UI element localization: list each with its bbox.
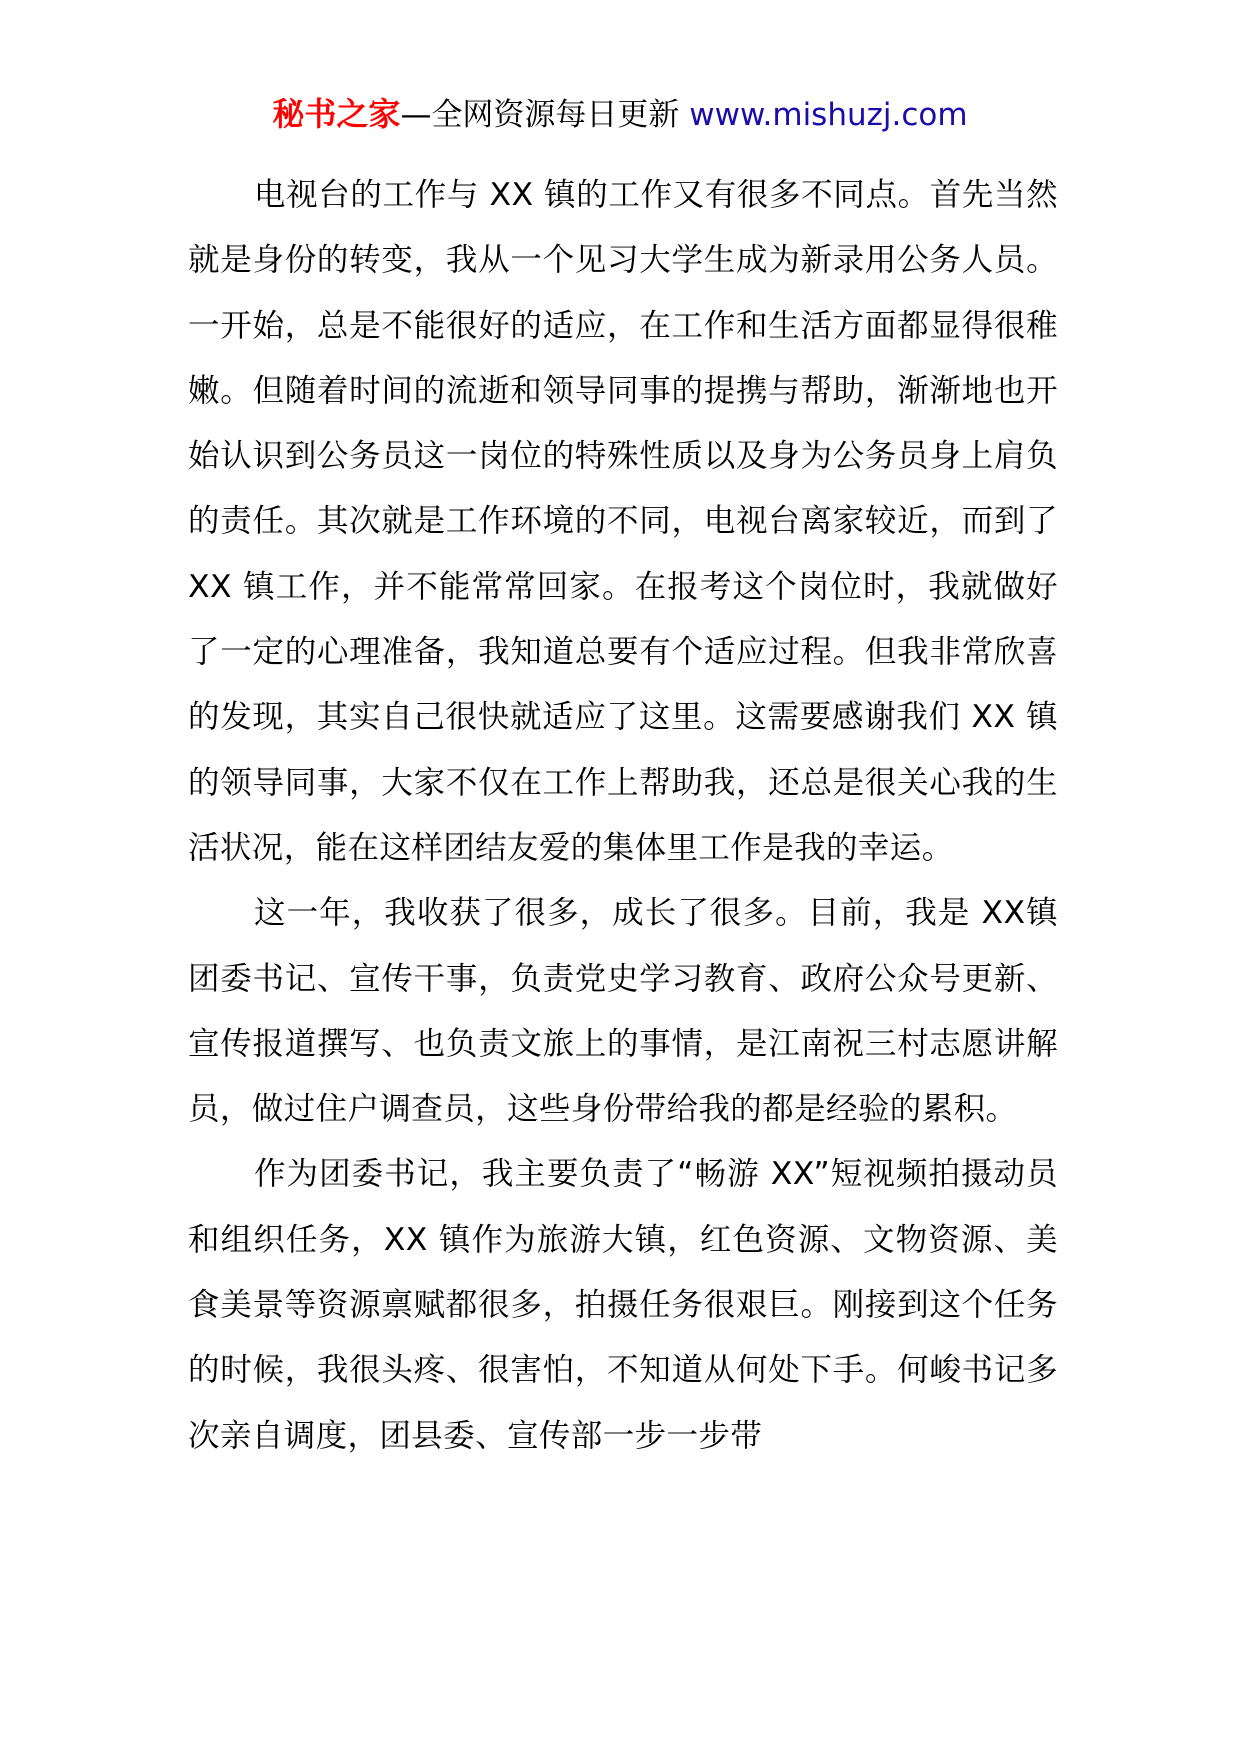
paragraph-2: 这一年，我收获了很多，成长了很多。目前，我是 XX镇团委书记、宣传干事，负责党史学习教育、政府公众号更新、宣传报道撰写、也负责文旅上的事情，是江南祝三村志愿讲解员，做过住户调查员，这些身份带给我的都是经验的累积。 xyxy=(188,895,1058,1128)
document-body xyxy=(188,163,1058,1469)
site-tagline: —全网资源每日更新 xyxy=(400,97,680,133)
site-brand: 秘书之家 xyxy=(272,95,401,133)
site-url-link[interactable]: www.mishuzj.com xyxy=(689,97,968,133)
paragraph-3: 作为团委书记，我主要负责了“畅游 XX”短视频拍摄动员和组织任务，XX 镇作为旅游大镇，红色资源、文物资源、美食美景等资源禀赋都很多，拍摄任务很艰巨。刚接到这个任务的时候，我很头疼、很害怕，不知道从何处下手。何峻书记多次亲自调度，团县委、宣传部一步一步带 xyxy=(188,1156,1058,1454)
site-header xyxy=(0,92,1240,137)
paragraph-1: 电视台的工作与 XX 镇的工作又有很多不同点。首先当然就是身份的转变，我从一个见习大学生成为新录用公务人员。一开始，总是不能很好的适应，在工作和生活方面都显得很稚嫩。但随着时间的流逝和领导同事的提携与帮助，渐渐地也开始认识到公务员这一岗位的特殊性质以及身为公务员身上肩负的责任。其次就是工作环境的不同，电视台离家较近，而到了 XX 镇工作，并不能常常回家。在报考这个岗位时，我就做好了一定的心理准备，我知道总要有个适应过程。但我非常欣喜的发现，其实自己很快就适应了这里。这需要感谢我们 XX 镇的领导同事，大家不仅在工作上帮助我，还总是很关心我的生活状况，能在这样团结友爱的集体里工作是我的幸运。 xyxy=(188,177,1058,866)
